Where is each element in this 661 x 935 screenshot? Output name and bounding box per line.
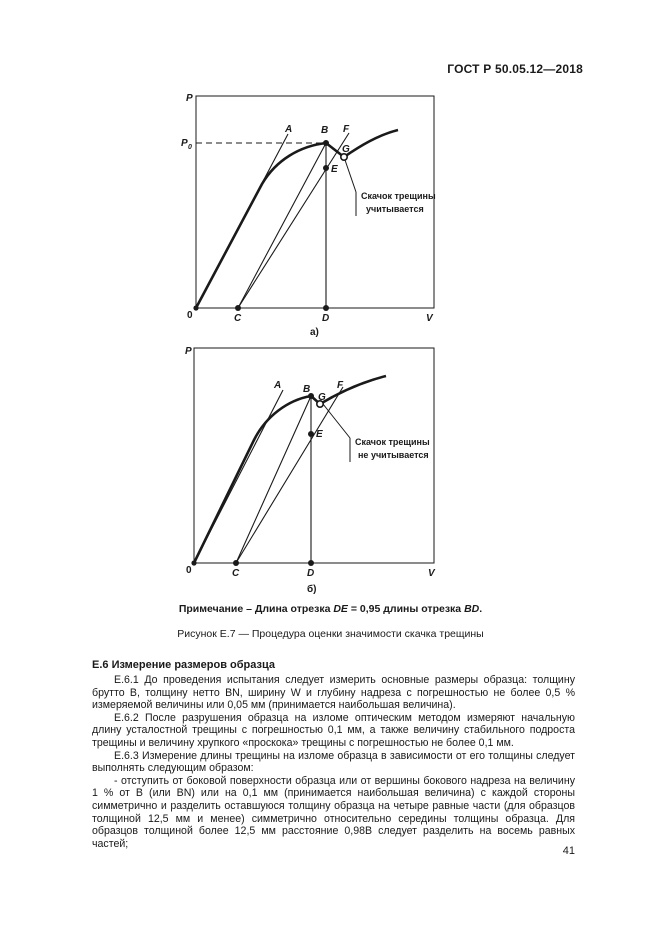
- note-middle: = 0,95 длины отрезка: [347, 603, 465, 615]
- axis-p-label: P: [185, 346, 192, 357]
- axis-p-label: P: [186, 93, 193, 104]
- figure-a: [0, 88, 661, 348]
- axis-v-label: V: [428, 568, 435, 579]
- paragraph-e62: Е.6.2 После разрушения образца на изломе оптическим методом измеряют начальную длину усталостной трещины с погрешностью 0,1 мм, а также величину стабильного подроста трещины и величину хрупкого «проскока» трещины с погрешностью не более 0,1 мм.: [92, 711, 575, 749]
- label-f: F: [343, 124, 350, 135]
- note-segment-de: DE: [333, 603, 348, 615]
- p0-subscript: 0: [188, 144, 192, 151]
- label-a: A: [274, 380, 282, 391]
- label-c: C: [232, 568, 240, 579]
- point-zero: [193, 305, 198, 310]
- figure-a-plot: [0, 88, 661, 348]
- axis-v-label: V: [426, 313, 433, 324]
- label-d: D: [322, 313, 330, 324]
- load-curve: [196, 130, 398, 308]
- point-d: [308, 560, 314, 566]
- label-e: E: [331, 164, 338, 175]
- callout-line-1: Скачок трещины: [361, 191, 436, 201]
- point-d: [323, 305, 329, 311]
- point-e: [323, 165, 329, 171]
- paragraph-e61: Е.6.1 До проведения испытания следует измерить основные размеры образца: толщину брутто B, толщину нетто BN, ширину W и глубину надреза с погрешностью не более 0,5 % измеряемой величины или 0,05 мм (принимается наибольшая величина).: [92, 674, 575, 712]
- label-b: B: [303, 384, 311, 395]
- page-number: 41: [562, 845, 575, 857]
- panel-label-b: б): [307, 584, 317, 595]
- callout-line-2: учитывается: [366, 204, 424, 214]
- line-c-b: [238, 143, 326, 308]
- point-c: [235, 305, 241, 311]
- label-g: G: [342, 144, 350, 155]
- figure-b: [0, 340, 661, 602]
- point-c: [233, 560, 239, 566]
- label-f: F: [337, 380, 344, 391]
- load-curve: [194, 376, 386, 563]
- note-prefix: Примечание – Длина отрезка: [178, 603, 334, 615]
- figure-note: [0, 603, 661, 615]
- label-b: B: [321, 125, 329, 136]
- callout-line-2: не учитывается: [358, 450, 429, 460]
- p0-label: P: [181, 138, 188, 149]
- callout-line-1: Скачок трещины: [355, 437, 430, 447]
- callout-leader: [345, 160, 356, 192]
- label-d: D: [307, 568, 315, 579]
- figure-caption: Рисунок Е.7 — Процедура оценки значимости скачка трещины: [177, 628, 484, 640]
- plot-frame: [196, 96, 434, 308]
- panel-label-a: а): [310, 327, 319, 338]
- point-zero: [191, 560, 196, 565]
- label-g: G: [318, 392, 326, 403]
- line-c-b: [236, 396, 311, 563]
- figure-b-plot: [0, 340, 661, 602]
- point-e: [308, 431, 314, 437]
- line-c-f: [236, 387, 343, 563]
- label-a: A: [285, 124, 293, 135]
- paragraph-list-item: - отступить от боковой поверхности образца или от вершины бокового надреза на величину 1 % от B (или BN) или на 0,1 мм (принимается наибольшая величина) с каждой стороны симметрично и разделить оставшуюся толщину образца на четыре равные части (для образцов толщиной 12,5 мм и менее) симметрично относительно середины толщины образца. Для образцов толщиной более 12,5 мм расстояние 0,98B следует разделить на восемь равных частей;: [92, 774, 575, 850]
- note-segment-bd: BD: [464, 603, 480, 615]
- section-title: Е.6 Измерение размеров образца: [92, 659, 275, 671]
- line-c-f: [238, 133, 349, 308]
- paragraph-e63: Е.6.3 Измерение длины трещины на изломе образца в зависимости от его толщины следует выполнять следующим образом:: [92, 749, 575, 775]
- label-zero: 0: [186, 565, 192, 576]
- body-text: [92, 674, 575, 850]
- label-e: E: [316, 429, 323, 440]
- label-c: C: [234, 313, 242, 324]
- standard-header: ГОСТ Р 50.05.12—2018: [447, 62, 583, 76]
- label-zero: 0: [187, 310, 193, 321]
- point-b: [323, 140, 329, 146]
- callout-leader: [323, 404, 350, 438]
- note-end: .: [479, 603, 483, 615]
